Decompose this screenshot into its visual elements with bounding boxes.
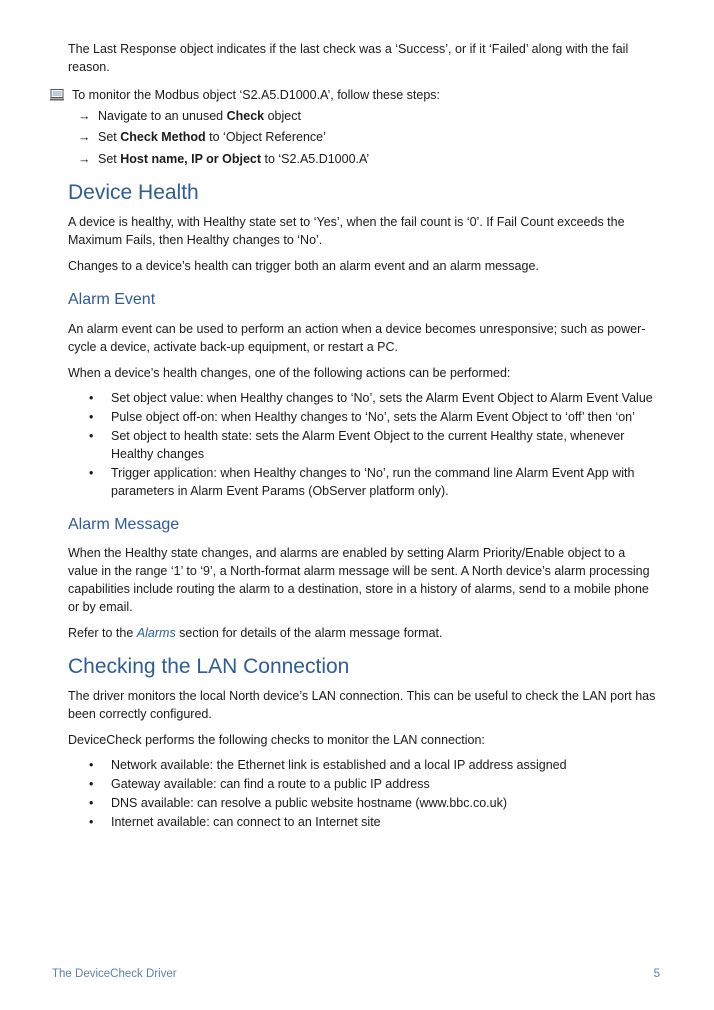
step-3: → Set Host name, IP or Object to ‘S2.A5.D1000.A’ — [78, 152, 370, 166]
list-item: • DNS available: can resolve a public website hostname (www.bbc.co.uk) — [89, 796, 508, 810]
list-item: • Internet available: can connect to an Internet site — [89, 815, 381, 829]
heading-alarm-message: Alarm Message — [68, 516, 180, 533]
footer-title: The DeviceCheck Driver — [52, 968, 177, 980]
alarm-message-paragraph-1: When the Healthy state changes, and alarms are enabled by setting Alarm Priority/Enable object to a value in the range ‘1’ to ‘9’, a North-format alarm message will be sent. A North device’s alarm processing capabilities include routing the alarm to a destination, store in a history of alarms, send to a mobile phone or by email. — [68, 546, 650, 614]
alarm-event-paragraph-1: An alarm event can be used to perform an action when a device becomes unresponsive; such as power-cycle a device, activate back-up equipment, or restart a PC. — [68, 322, 646, 354]
arrow-icon: → — [78, 152, 91, 166]
monitor-instruction — [50, 86, 650, 104]
list-item: • Gateway available: can find a route to a public IP address — [89, 777, 430, 791]
computer-icon — [50, 89, 64, 101]
lan-paragraph-1: The driver monitors the local North device’s LAN connection. This can be useful to check the LAN port has been correctly configured. — [68, 689, 656, 721]
list-item: • Set object to health state: sets the Alarm Event Object to the current Healthy state, whenever Healthy changes — [89, 429, 625, 461]
heading-device-health: Device Health — [68, 181, 199, 204]
lan-checks-list — [68, 756, 658, 832]
list-item: • Pulse object off-on: when Healthy changes to ‘No’, sets the Alarm Event Object to ‘off’ then ‘on’ — [89, 410, 635, 424]
list-item: • Network available: the Ethernet link is established and a local IP address assigned — [89, 758, 567, 772]
step-2: → Set Check Method to ‘Object Reference’ — [78, 130, 326, 144]
device-health-paragraph-1: A device is healthy, with Healthy state set to ‘Yes’, when the fail count is ‘0’. If Fail Count exceeds the Maximum Fails, then Healthy changes to ‘No’. — [68, 215, 625, 247]
alarms-link[interactable]: Alarms — [136, 626, 176, 640]
monitor-instruction-text: To monitor the Modbus object ‘S2.A5.D1000.A’, follow these steps: — [72, 88, 441, 102]
list-item: • Trigger application: when Healthy changes to ‘No’, run the command line Alarm Event App with parameters in Alarm Event Params (ObServer platform only). — [89, 466, 635, 498]
alarm-event-paragraph-2: When a device’s health changes, one of the following actions can be performed: — [68, 366, 511, 380]
alarm-message-paragraph-2: Refer to the Alarms section for details of the alarm message format. — [68, 626, 443, 640]
last-response-paragraph: The Last Response object indicates if the last check was a ‘Success’, or if it ‘Failed’ along with the fail reason. — [68, 42, 629, 74]
heading-lan-connection: Checking the LAN Connection — [68, 655, 350, 678]
heading-alarm-event: Alarm Event — [68, 291, 156, 308]
arrow-icon: → — [78, 130, 91, 144]
step-1: → Navigate to an unused Check object — [78, 109, 301, 123]
arrow-icon: → — [78, 109, 91, 123]
page-number: 5 — [653, 968, 660, 980]
lan-paragraph-2: DeviceCheck performs the following checks to monitor the LAN connection: — [68, 733, 485, 747]
device-health-paragraph-2: Changes to a device’s health can trigger both an alarm event and an alarm message. — [68, 259, 539, 273]
list-item: • Set object value: when Healthy changes to ‘No’, sets the Alarm Event Object to Alarm Event Value — [89, 391, 653, 405]
alarm-event-actions-list — [68, 389, 658, 501]
